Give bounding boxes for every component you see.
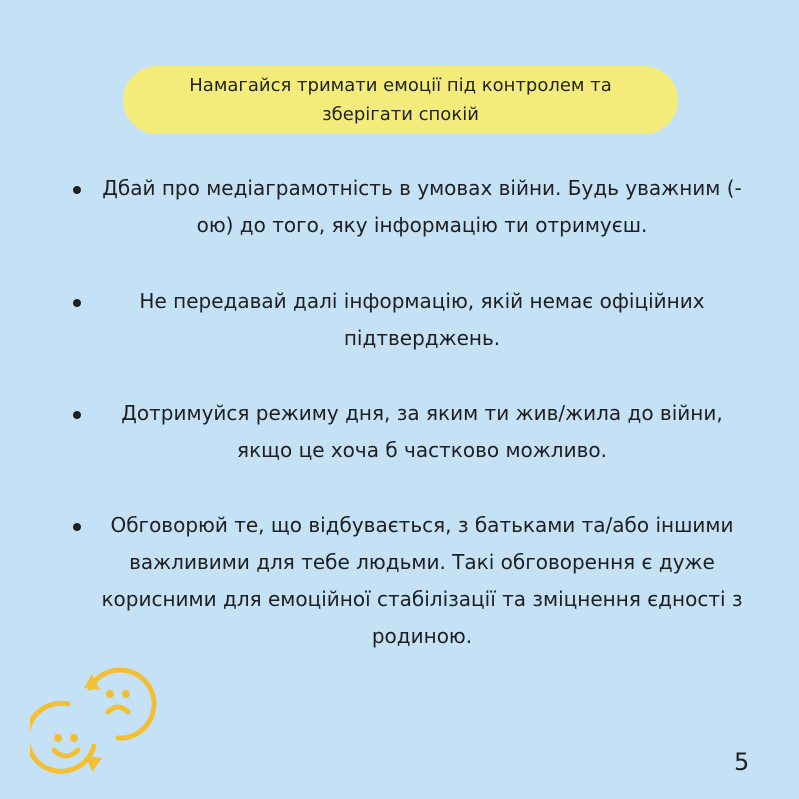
list-item-text: Не передавай далі інформацію, якій немає офіційних підтверджень. [139, 289, 705, 350]
sad-happy-cycle-icon [30, 660, 160, 785]
header-pill [123, 66, 678, 134]
list-item-text: Дбай про медіаграмотність в умовах війни. Будь уважним (-ою) до того, яку інформацію ти отримуєш. [102, 176, 742, 237]
header-title: Намагайся тримати емоції під контролем та зберігати спокій [189, 75, 612, 125]
bullet-icon [73, 523, 81, 531]
list-item-text: Дотримуйся режиму дня, за яким ти жив/жила до війни, якщо це хоча б частково можливо. [121, 401, 723, 462]
bullet-icon [73, 299, 81, 307]
bullet-icon [73, 411, 81, 419]
bullet-icon [73, 186, 81, 194]
list-item-text: Обговорюй те, що відбувається, з батьками та/або іншими важливими для тебе людьми. Такі обговорення є дуже корисними для емоційної стабілізації та зміцнення єдності з родиною. [101, 513, 743, 648]
page-number: 5 [734, 748, 750, 776]
